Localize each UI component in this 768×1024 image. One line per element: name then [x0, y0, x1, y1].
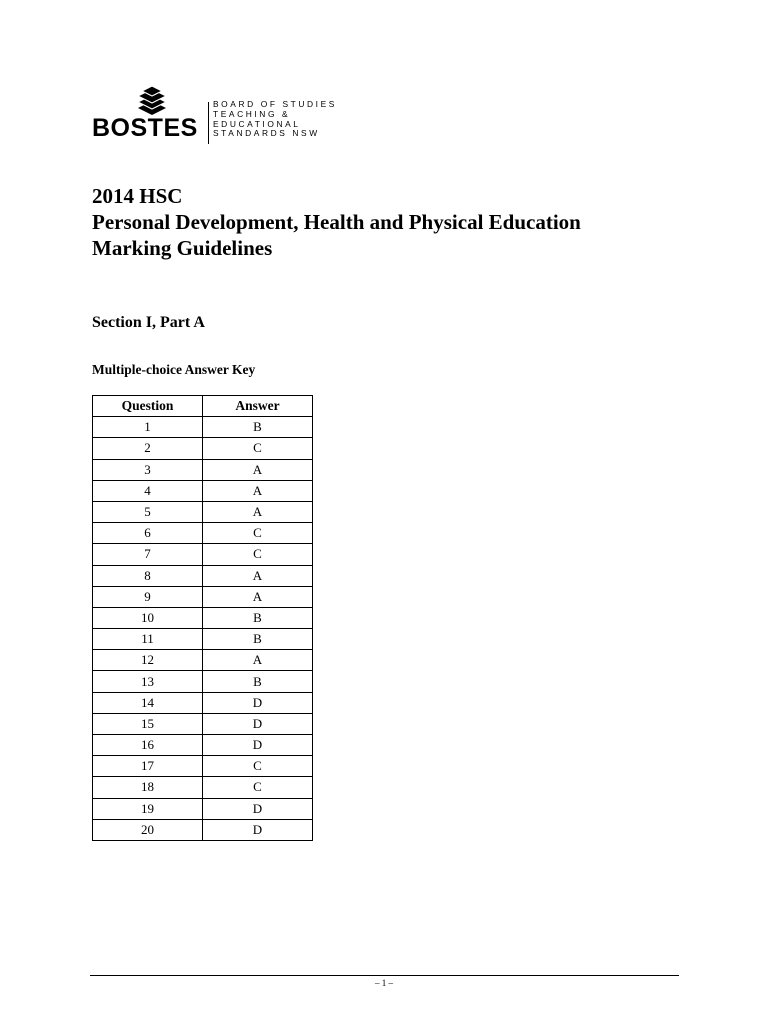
table-row — [93, 650, 313, 671]
question-cell: 3 — [93, 459, 203, 480]
answer-cell: B — [203, 417, 313, 438]
question-cell: 11 — [93, 629, 203, 650]
answer-key-label: Multiple-choice Answer Key — [92, 362, 256, 377]
question-cell: 10 — [93, 607, 203, 628]
answer-cell: A — [203, 650, 313, 671]
answer-cell: C — [203, 523, 313, 544]
answer-cell: C — [203, 438, 313, 459]
answer-cell: A — [203, 501, 313, 522]
answer-key-rows — [93, 417, 313, 841]
question-cell: 17 — [93, 756, 203, 777]
page-number: – 1 – — [375, 978, 393, 988]
table-row — [93, 777, 313, 798]
logo-tagline — [213, 100, 337, 139]
table-row — [93, 798, 313, 819]
question-cell: 5 — [93, 501, 203, 522]
table-row — [93, 501, 313, 522]
question-cell: 8 — [93, 565, 203, 586]
answer-key-table — [92, 395, 313, 841]
answer-cell: D — [203, 819, 313, 840]
logo-tagline-line: TEACHING & — [213, 108, 291, 119]
logo-divider — [208, 102, 209, 144]
answer-cell: A — [203, 459, 313, 480]
answer-cell: A — [203, 565, 313, 586]
table-row — [93, 629, 313, 650]
stacked-books-icon — [134, 86, 170, 116]
table-header-row — [93, 396, 313, 417]
section-heading: Section I, Part A — [92, 314, 205, 331]
question-cell: 6 — [93, 523, 203, 544]
logo-tagline-line: STANDARDS NSW — [213, 128, 320, 139]
question-cell: 18 — [93, 777, 203, 798]
table-row — [93, 544, 313, 565]
table-row — [93, 756, 313, 777]
question-cell: 19 — [93, 798, 203, 819]
logo-tagline-line: EDUCATIONAL — [213, 118, 301, 129]
table-row — [93, 713, 313, 734]
table-row — [93, 459, 313, 480]
answer-cell: C — [203, 756, 313, 777]
logo-tagline-line: BOARD OF STUDIES — [213, 99, 337, 109]
question-cell: 15 — [93, 713, 203, 734]
answer-cell: B — [203, 629, 313, 650]
table-row — [93, 819, 313, 840]
question-cell: 20 — [93, 819, 203, 840]
title-year: 2014 HSC — [92, 184, 183, 208]
table-row — [93, 438, 313, 459]
question-cell: 14 — [93, 692, 203, 713]
table-row — [93, 480, 313, 501]
answer-cell: B — [203, 671, 313, 692]
title-doc-type: Marking Guidelines — [92, 236, 273, 260]
column-header-answer: Answer — [203, 396, 313, 417]
answer-cell: C — [203, 544, 313, 565]
document-title — [92, 183, 581, 261]
table-row — [93, 586, 313, 607]
question-cell: 12 — [93, 650, 203, 671]
question-cell: 1 — [93, 417, 203, 438]
table-row — [93, 692, 313, 713]
table-row — [93, 607, 313, 628]
question-cell: 16 — [93, 735, 203, 756]
question-cell: 2 — [93, 438, 203, 459]
answer-cell: B — [203, 607, 313, 628]
answer-cell: D — [203, 713, 313, 734]
column-header-question: Question — [93, 396, 203, 417]
title-subject: Personal Development, Health and Physical Education — [92, 210, 581, 234]
answer-cell: D — [203, 735, 313, 756]
table-row — [93, 735, 313, 756]
answer-cell: C — [203, 777, 313, 798]
question-cell: 13 — [93, 671, 203, 692]
answer-cell: D — [203, 692, 313, 713]
answer-cell: A — [203, 480, 313, 501]
bostes-logo — [92, 86, 352, 146]
question-cell: 7 — [93, 544, 203, 565]
answer-cell: A — [203, 586, 313, 607]
question-cell: 9 — [93, 586, 203, 607]
table-row — [93, 565, 313, 586]
answer-cell: D — [203, 798, 313, 819]
table-row — [93, 417, 313, 438]
table-row — [93, 671, 313, 692]
logo-wordmark: BOSTES — [92, 114, 198, 142]
footer-rule — [90, 975, 679, 976]
table-row — [93, 523, 313, 544]
question-cell: 4 — [93, 480, 203, 501]
